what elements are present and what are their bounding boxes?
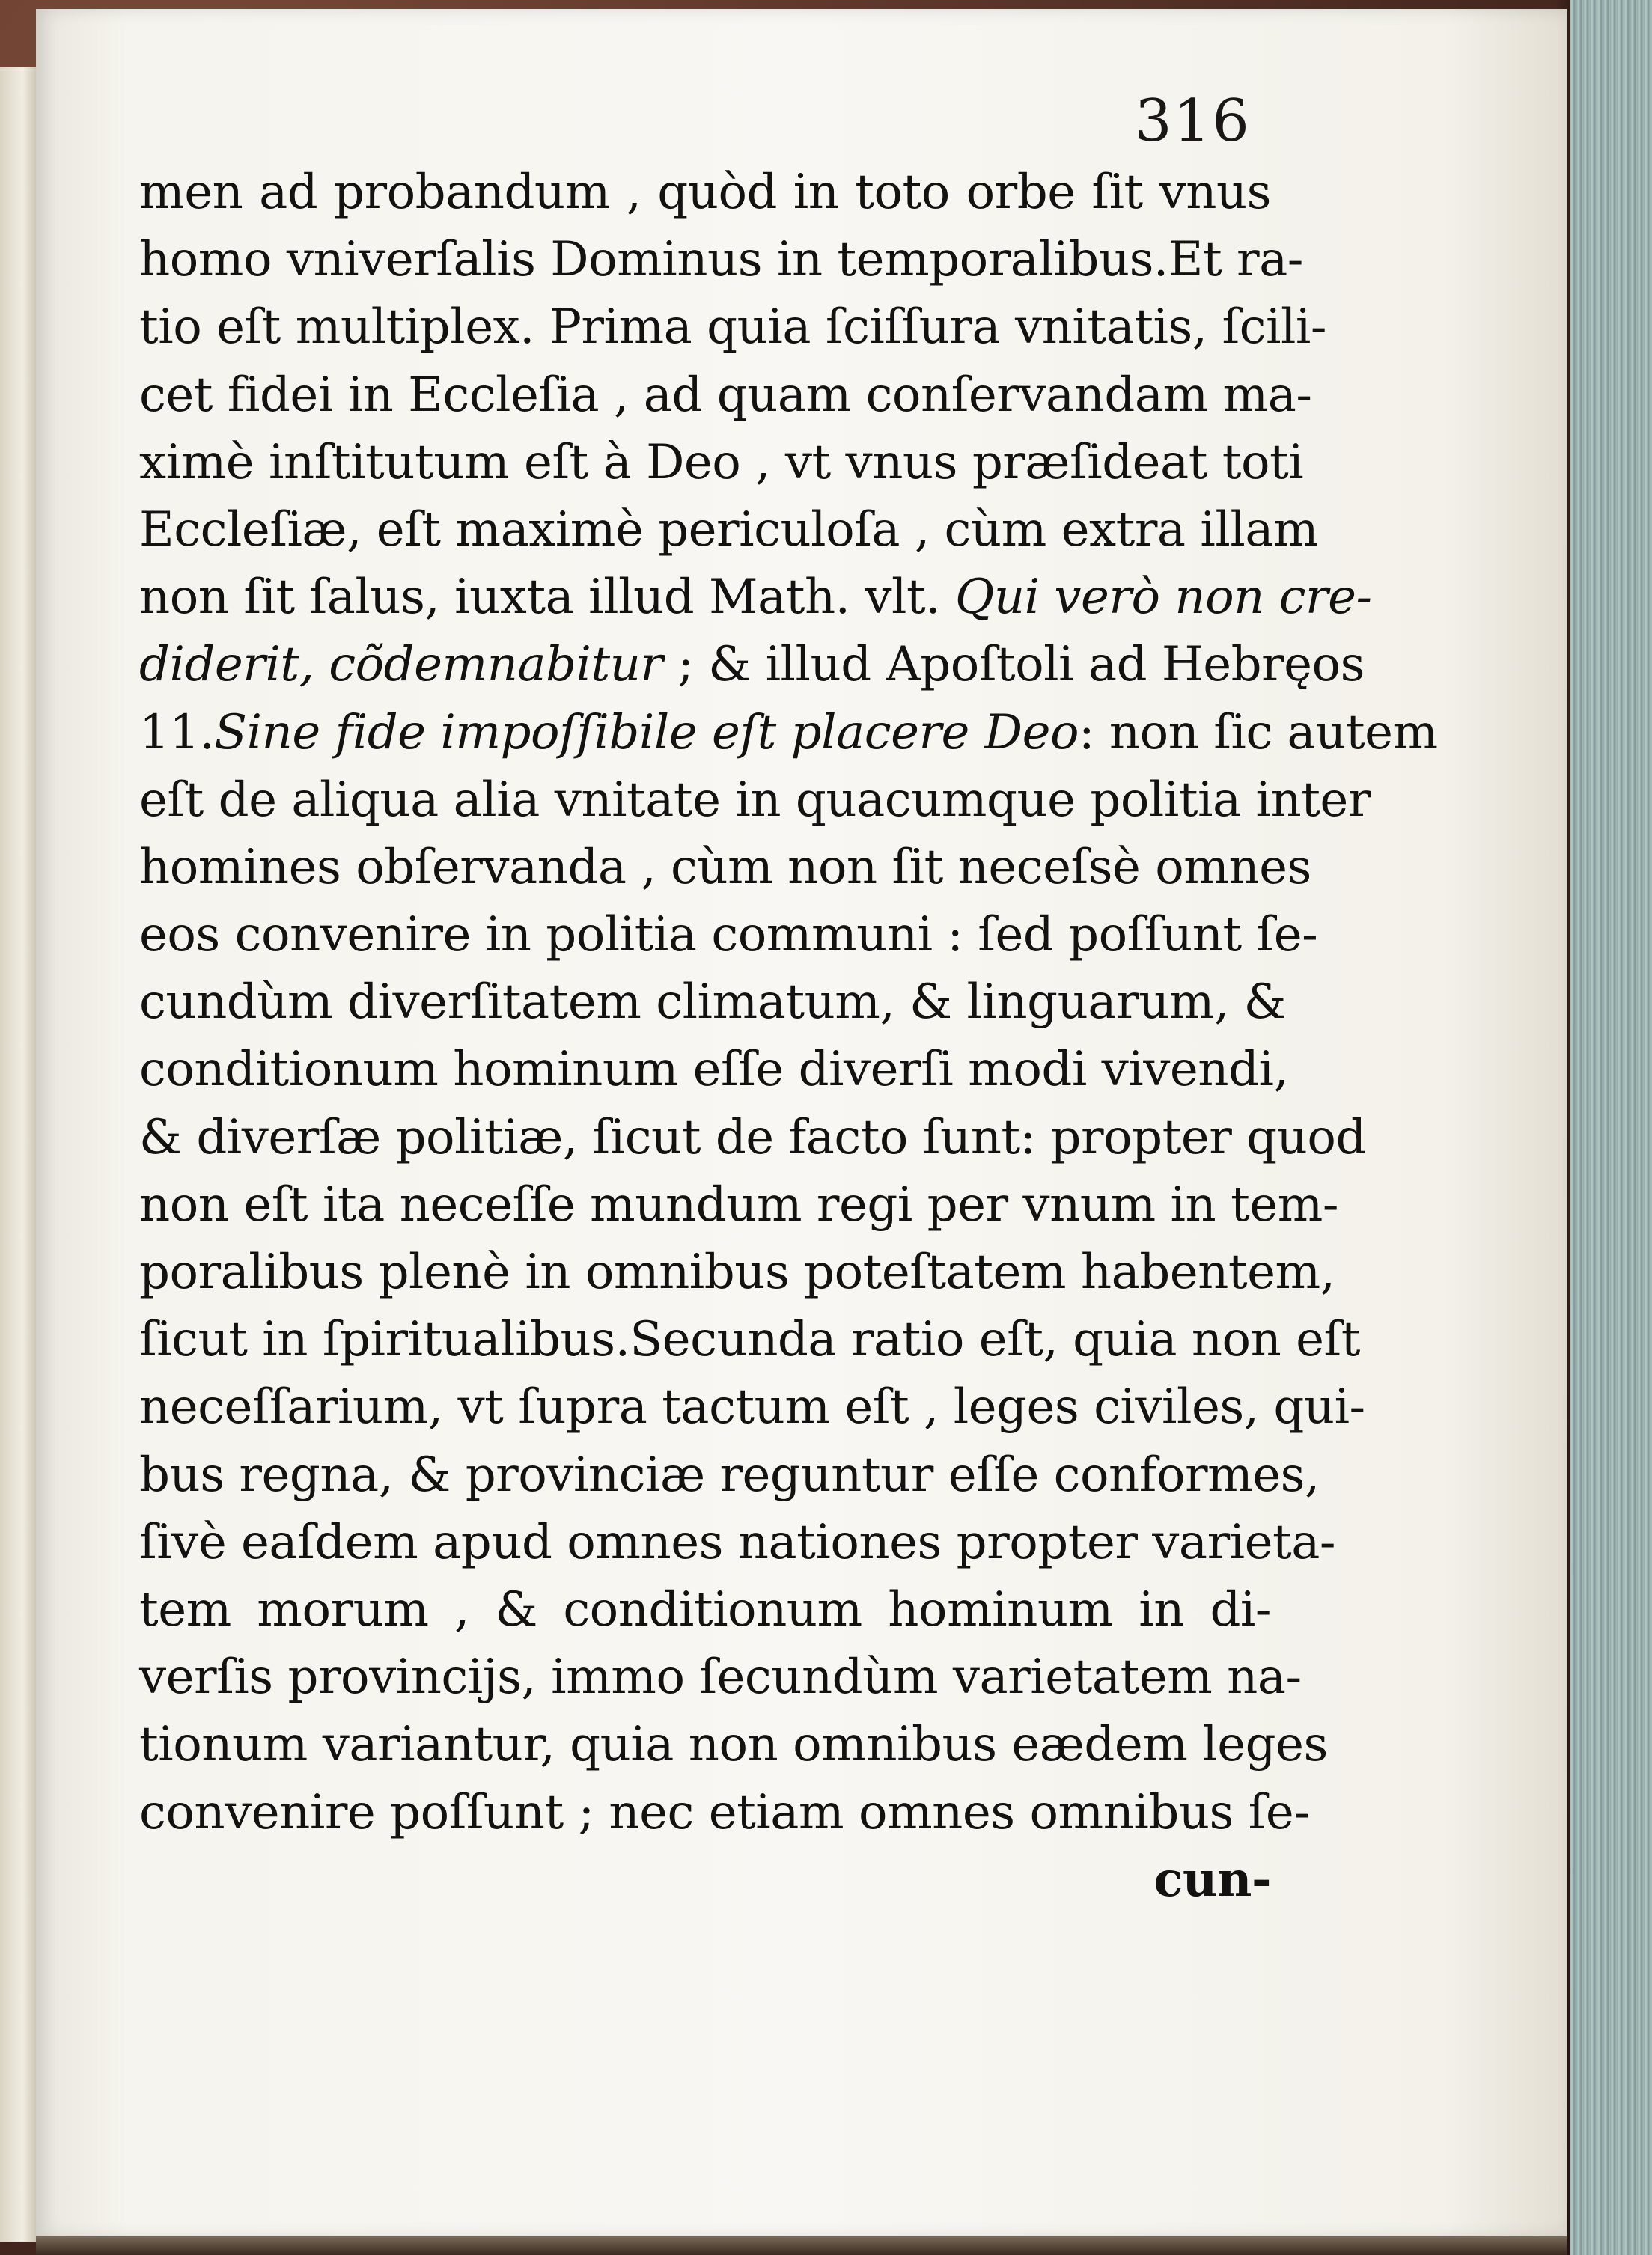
- text-line: poralibus plenè in omnibus poteſtatem habentem,: [139, 1245, 1335, 1300]
- text-line: neceſſarium, vt ſupra tactum eſt , leges civiles, qui-: [139, 1379, 1365, 1435]
- italic-quotation: diderit, cõdemnabitur: [139, 637, 663, 693]
- page-number: 316: [1135, 88, 1251, 155]
- text-line: tio eſt multiplex. Prima quia ſciſſura vnitatis, ſcili-: [139, 299, 1326, 356]
- text-line: conditionum hominum eſſe diverſi modi vivendi,: [139, 1042, 1289, 1098]
- page-bottom-shadow: [36, 2236, 1567, 2255]
- text-line: cundùm diverſitatem climatum, & linguarum, &: [139, 974, 1287, 1031]
- text-line: ſicut in ſpiritualibus.Secunda ratio eſt, quia non eſt: [139, 1312, 1360, 1368]
- text-line: non ſit ſalus, iuxta illud Math. vlt. Qui verò non cre-: [139, 570, 1372, 626]
- text-line: verſis provincijs, immo ſecundùm varietatem na-: [139, 1650, 1302, 1706]
- text-line: homo vniverſalis Dominus in temporalibus.Et ra-: [139, 232, 1303, 288]
- catchword: cun-: [1153, 1851, 1271, 1908]
- italic-quotation: Qui verò non cre-: [954, 570, 1372, 626]
- text-line: & diverſæ politiæ, ſicut de facto ſunt: propter quod: [139, 1109, 1366, 1165]
- text-line: 11.Sine fide impoſſibile eſt placere Deo: non ſic autem: [139, 704, 1438, 760]
- text-line: cet fidei in Eccleſia , ad quam conſervandam ma-: [139, 367, 1312, 423]
- text-block: [139, 159, 1438, 1914]
- text-line: tem morum , & conditionum hominum in di-: [139, 1581, 1271, 1638]
- text-line: ſivè eaſdem apud omnes nationes propter varieta-: [139, 1514, 1335, 1570]
- text-line: convenire poſſunt ; nec etiam omnes omnibus ſe-: [139, 1784, 1310, 1840]
- text-line: ximè inſtitutum eſt à Deo , vt vnus præſideat toti: [139, 434, 1304, 490]
- text-line: tionum variantur, quia non omnibus eædem leges: [139, 1717, 1328, 1773]
- text-line: eos convenire in politia communi : ſed poſſunt ſe-: [139, 907, 1318, 963]
- book-fore-edge: [1570, 0, 1652, 2255]
- text-line: diderit, cõdemnabitur ; & illud Apoſtoli ad Hebręos: [139, 637, 1365, 693]
- text-line: Eccleſiæ, eſt maximè periculoſa , cùm extra illam: [139, 501, 1319, 558]
- text-line: bus regna, & provinciæ reguntur eſſe conformes,: [139, 1447, 1320, 1503]
- italic-quotation: Sine fide impoſſibile eſt placere Deo: [214, 704, 1079, 760]
- text-line: men ad probandum , quòd in toto orbe ſit vnus: [139, 165, 1271, 220]
- text-line: homines obſervanda , cùm non ſit neceſsè omnes: [139, 839, 1311, 895]
- book-page: [36, 9, 1567, 2238]
- text-line: eſt de aliqua alia vnitate in quacumque politia inter: [139, 772, 1371, 828]
- text-line: non eſt ita neceſſe mundum regi per vnum in tem-: [139, 1177, 1338, 1233]
- left-facing-page-edge: [0, 67, 39, 2242]
